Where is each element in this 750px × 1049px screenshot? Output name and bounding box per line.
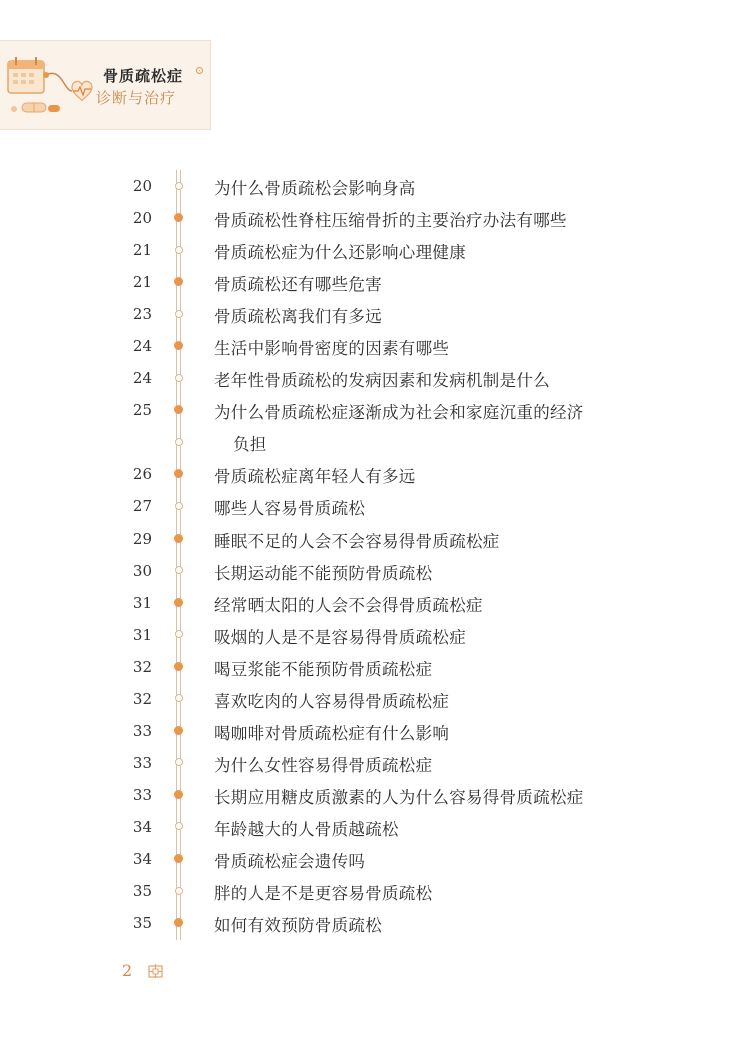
- toc-entry[interactable]: [0, 458, 750, 490]
- toc-entry[interactable]: [0, 330, 750, 362]
- toc-page-number: 32: [132, 689, 152, 708]
- toc-entry-title: 喜欢吃肉的人容易得骨质疏松症: [214, 691, 450, 711]
- toc-entry[interactable]: [0, 490, 750, 522]
- page-ornament-icon: [147, 963, 165, 979]
- toc-entry[interactable]: [0, 170, 750, 202]
- toc-page-number: 33: [132, 721, 152, 740]
- timeline-bullet-icon: [174, 662, 183, 671]
- decorative-dot-icon: [196, 67, 203, 74]
- timeline-bullet-icon: [174, 341, 183, 350]
- toc-entry-title: 生活中影响骨密度的因素有哪些: [214, 339, 450, 359]
- timeline-bullet-icon: [174, 598, 183, 607]
- toc-entry-title: 经常晒太阳的人会不会得骨质疏松症: [214, 595, 483, 615]
- toc-page-number: 35: [132, 914, 152, 933]
- medical-calendar-illustration-icon: [2, 47, 97, 125]
- toc-page-number: 30: [132, 561, 152, 580]
- toc-page-number: 24: [132, 337, 152, 356]
- timeline-bullet-icon: [174, 213, 183, 222]
- timeline-bullet-icon: [175, 694, 183, 702]
- toc-entry-title: 负担: [233, 435, 267, 455]
- timeline-bullet-icon: [174, 790, 183, 799]
- toc-page-number: 21: [132, 241, 152, 260]
- book-subtitle: 诊断与治疗: [96, 89, 177, 107]
- timeline-bullet-icon: [174, 854, 183, 863]
- toc-entry-title: 骨质疏松症会遗传吗: [214, 851, 366, 871]
- toc-page-number: 21: [132, 273, 152, 292]
- toc-page-number: 32: [132, 657, 152, 676]
- toc-entry-title: 喝豆浆能不能预防骨质疏松症: [214, 659, 433, 679]
- toc-entry[interactable]: [0, 234, 750, 266]
- toc-entry[interactable]: [0, 202, 750, 234]
- toc-entry-title: 年龄越大的人骨质越疏松: [214, 819, 399, 839]
- toc-page-number: 31: [132, 593, 152, 612]
- toc-entry-title: 为什么女性容易得骨质疏松症: [214, 755, 433, 775]
- timeline-bullet-icon: [174, 534, 183, 543]
- header-badge: [0, 40, 211, 130]
- toc-entry[interactable]: [0, 843, 750, 875]
- book-title: 骨质疏松症: [103, 67, 184, 85]
- toc-page-number: 34: [132, 817, 152, 836]
- toc-entry-title: 喝咖啡对骨质疏松症有什么影响: [214, 723, 450, 743]
- timeline-bullet-icon: [175, 566, 183, 574]
- toc-page-number: 34: [132, 849, 152, 868]
- timeline-bullet-icon: [174, 918, 183, 927]
- toc-entry-title: 长期运动能不能预防骨质疏松: [214, 563, 433, 583]
- timeline-bullet-icon: [174, 469, 183, 478]
- toc-entry[interactable]: [0, 747, 750, 779]
- toc-page-number: 23: [132, 305, 152, 324]
- timeline-bullet-icon: [175, 630, 183, 638]
- toc-page-number: 33: [132, 785, 152, 804]
- toc-page-number: 33: [132, 753, 152, 772]
- toc-entry[interactable]: [0, 715, 750, 747]
- toc-entry-title: 为什么骨质疏松症逐渐成为社会和家庭沉重的经济: [214, 403, 584, 423]
- toc-entry[interactable]: [0, 587, 750, 619]
- toc-entry-title: 如何有效预防骨质疏松: [214, 916, 382, 936]
- timeline-bullet-icon: [175, 374, 183, 382]
- toc-entry-title: 骨质疏松还有哪些危害: [214, 275, 382, 295]
- toc-entry[interactable]: [0, 907, 750, 939]
- toc-entry-title: 胖的人是不是更容易骨质疏松: [214, 884, 433, 904]
- toc-entry[interactable]: [0, 651, 750, 683]
- timeline-bullet-icon: [175, 887, 183, 895]
- toc-page-number: 25: [132, 401, 152, 420]
- toc-page-number: 31: [132, 625, 152, 644]
- toc-page-number: 20: [132, 177, 152, 195]
- toc-entry[interactable]: [0, 523, 750, 555]
- toc-page-number: 29: [132, 529, 152, 548]
- timeline-bullet-icon: [175, 246, 183, 254]
- toc-entry-title: 为什么骨质疏松会影响身高: [214, 179, 416, 198]
- table-of-contents: [0, 170, 750, 939]
- toc-entry-title: 骨质疏松离我们有多远: [214, 307, 382, 327]
- toc-entry-title: 哪些人容易骨质疏松: [214, 499, 366, 519]
- timeline-bullet-icon: [175, 182, 183, 190]
- toc-page-number: 24: [132, 369, 152, 388]
- toc-page-number: 26: [132, 465, 152, 484]
- timeline-bullet-icon: [175, 438, 183, 446]
- toc-entry-title: 长期应用糖皮质激素的人为什么容易得骨质疏松症: [214, 787, 584, 807]
- timeline-bullet-icon: [175, 822, 183, 830]
- toc-entry[interactable]: [0, 266, 750, 298]
- toc-entry-title: 骨质疏松症离年轻人有多远: [214, 467, 416, 487]
- timeline-bullet-icon: [174, 726, 183, 735]
- toc-entry-title: 骨质疏松性脊柱压缩骨折的主要治疗办法有哪些: [214, 211, 567, 231]
- toc-entry-title: 吸烟的人是不是容易得骨质疏松症: [214, 627, 466, 647]
- toc-entry[interactable]: [0, 394, 750, 426]
- timeline-bullet-icon: [175, 502, 183, 510]
- toc-entry[interactable]: [0, 811, 750, 843]
- page-number: 2: [122, 961, 133, 980]
- toc-entry[interactable]: [0, 619, 750, 651]
- toc-entry-title: 骨质疏松症为什么还影响心理健康: [214, 243, 466, 263]
- toc-entry-continuation[interactable]: [0, 426, 750, 458]
- toc-entry[interactable]: [0, 683, 750, 715]
- timeline-bullet-icon: [174, 277, 183, 286]
- toc-entry-title: 老年性骨质疏松的发病因素和发病机制是什么: [214, 371, 550, 391]
- toc-entry-title: 睡眠不足的人会不会容易得骨质疏松症: [214, 531, 500, 551]
- toc-entry[interactable]: [0, 875, 750, 907]
- toc-entry[interactable]: [0, 779, 750, 811]
- toc-page-number: 35: [132, 882, 152, 901]
- toc-entry[interactable]: [0, 555, 750, 587]
- toc-page-number: 20: [132, 209, 152, 228]
- timeline-bullet-icon: [175, 310, 183, 318]
- toc-page-number: 27: [132, 497, 152, 516]
- toc-entry[interactable]: [0, 298, 750, 330]
- timeline-bullet-icon: [174, 405, 183, 414]
- toc-entry[interactable]: [0, 362, 750, 394]
- timeline-bullet-icon: [175, 758, 183, 766]
